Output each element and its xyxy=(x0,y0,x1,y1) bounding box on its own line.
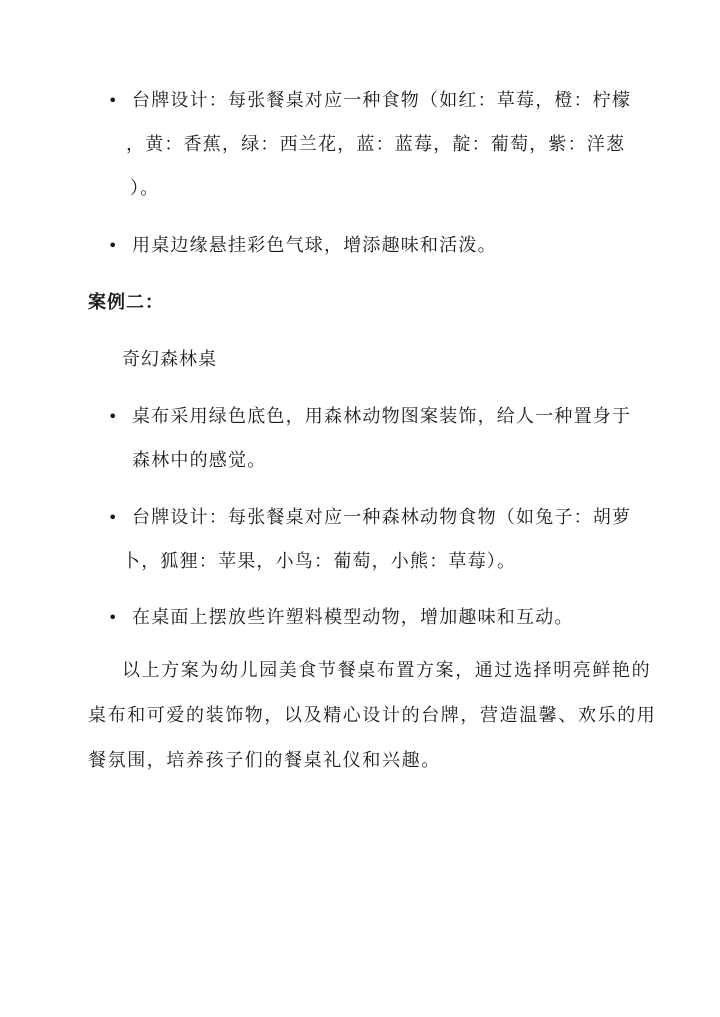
bullet-text-line: 森林中的感觉。 xyxy=(132,450,267,471)
bullet-text-line: 卜，狐狸：苹果，小鸟：葡萄，小熊：草莓）。 xyxy=(122,551,517,572)
section-heading: 案例二： xyxy=(88,292,164,313)
bullet-marker: • xyxy=(108,508,118,527)
bullet-text-line: 台牌设计：每张餐桌对应一种食物（如红：草莓，橙：柠檬 xyxy=(132,90,632,111)
paragraph-line: 桌布和可爱的装饰物，以及精心设计的台牌，营造温馨、欢乐的用 xyxy=(88,705,657,726)
bullet-text-line: 用桌边缘悬挂彩色气球，增添趣味和活泼。 xyxy=(132,235,497,256)
bullet-marker: • xyxy=(108,91,118,110)
bullet-text-line: ）。 xyxy=(130,178,160,199)
bullet-text-line: 在桌面上摆放些许塑料模型动物，增加趣味和互动。 xyxy=(132,607,574,628)
bullet-text-line: 台牌设计：每张餐桌对应一种森林动物食物（如兔子：胡萝 xyxy=(132,507,632,528)
section-subtitle: 奇幻森林桌 xyxy=(122,349,217,370)
bullet-marker: • xyxy=(108,608,118,627)
bullet-text-line: ，黄：香蕉，绿：西兰花，蓝：蓝莓，靛：葡萄，紫：洋葱 xyxy=(126,134,626,155)
bullet-text-line: 桌布采用绿色底色，用森林动物图案装饰，给人一种置身于 xyxy=(132,406,632,427)
paragraph-line: 餐氛围，培养孩子们的餐桌礼仪和兴趣。 xyxy=(88,750,441,771)
paragraph-line: 以上方案为幼儿园美食节餐桌布置方案，通过选择明亮鲜艳的 xyxy=(122,660,652,681)
bullet-marker: • xyxy=(108,236,118,255)
bullet-marker: • xyxy=(108,407,118,426)
